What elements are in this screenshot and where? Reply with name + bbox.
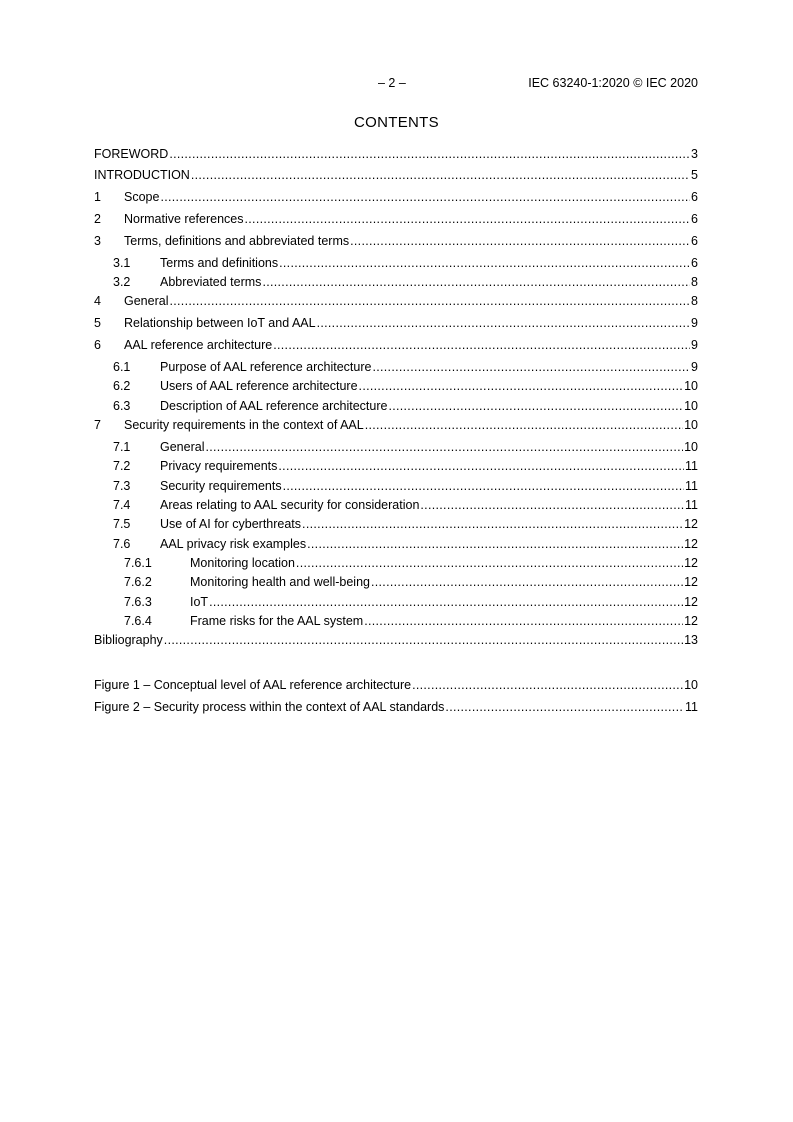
toc-entry-number: 1 [94, 190, 101, 204]
toc-entry[interactable] [124, 555, 698, 571]
toc-entry-page: 12 [684, 614, 698, 628]
toc-entry-number: 7.6.2 [124, 575, 152, 589]
leader-dots [302, 516, 683, 532]
leader-dots [205, 439, 683, 455]
leader-dots [283, 478, 684, 494]
toc-entry-page: 8 [691, 294, 698, 308]
toc-entry-page: 8 [691, 275, 698, 289]
toc-entry[interactable] [113, 536, 698, 552]
toc-entry-number: 3.1 [113, 256, 131, 270]
toc-entry-label: Relationship between IoT and AAL [124, 316, 316, 330]
toc-entry-number: 5 [94, 316, 101, 330]
leader-dots [372, 359, 690, 375]
toc-entry-label: FOREWORD [94, 147, 169, 161]
toc-entry[interactable] [94, 293, 698, 309]
toc-entry-number: 7.6 [113, 537, 131, 551]
toc-entry-page: 12 [684, 575, 698, 589]
toc-entry-page: 12 [684, 517, 698, 531]
toc-entry[interactable] [94, 315, 698, 331]
toc-entry-page: 6 [691, 234, 698, 248]
toc-entry-page: 6 [691, 256, 698, 270]
toc-entry-page: 6 [691, 190, 698, 204]
toc-entry-page: 5 [691, 168, 698, 182]
toc-entry-label: Privacy requirements [160, 459, 278, 473]
toc-entry[interactable] [94, 417, 698, 433]
leader-dots [169, 293, 690, 309]
toc-entry-number: 2 [94, 212, 101, 226]
toc-entry[interactable] [94, 211, 698, 227]
leader-dots [164, 632, 683, 648]
leader-dots [279, 255, 690, 271]
toc-entry[interactable] [113, 458, 698, 474]
figure-entry-page: 10 [684, 678, 698, 692]
toc-entry-label: Security requirements [160, 479, 282, 493]
leader-dots [273, 337, 690, 353]
toc-entry-label: Security requirements in the context of AAL [124, 418, 364, 432]
toc-entry-page: 12 [684, 556, 698, 570]
document-reference: IEC 63240-1:2020 © IEC 2020 [528, 76, 698, 90]
leader-dots [359, 378, 684, 394]
toc-entry-label: AAL privacy risk examples [160, 537, 307, 551]
leader-dots [388, 398, 683, 414]
toc-entry[interactable] [113, 378, 698, 394]
toc-entry-number: 7.1 [113, 440, 131, 454]
toc-entry-page: 11 [685, 498, 698, 512]
figure-entry-label: Figure 2 – Security process within the context of AAL standards [94, 700, 445, 714]
toc-entry-label: INTRODUCTION [94, 168, 190, 182]
toc-entry[interactable] [124, 594, 698, 610]
toc-entry[interactable] [94, 189, 698, 205]
figure-entry-label: Figure 1 – Conceptual level of AAL reference architecture [94, 678, 412, 692]
toc-entry[interactable] [113, 255, 698, 271]
leader-dots [278, 458, 684, 474]
toc-entry-number: 7.6.4 [124, 614, 152, 628]
toc-entry-label: Terms, definitions and abbreviated terms [124, 234, 350, 248]
toc-entry[interactable] [113, 359, 698, 375]
toc-entry-label: Purpose of AAL reference architecture [160, 360, 372, 374]
toc-entry-number: 7.4 [113, 498, 131, 512]
toc-entry-label: Monitoring location [190, 556, 295, 570]
toc-entry-number: 6.2 [113, 379, 131, 393]
leader-dots [296, 555, 683, 571]
leader-dots [371, 574, 683, 590]
contents-title: CONTENTS [354, 114, 439, 131]
leader-dots [364, 613, 683, 629]
toc-entry-page: 9 [691, 316, 698, 330]
toc-entry-number: 7.5 [113, 517, 131, 531]
toc-entry[interactable] [94, 632, 698, 648]
toc-entry-number: 7.6.1 [124, 556, 152, 570]
page-number: – 2 – [378, 76, 406, 90]
toc-entry-label: Frame risks for the AAL system [190, 614, 364, 628]
toc-entry-page: 3 [691, 147, 698, 161]
toc-entry[interactable] [94, 146, 698, 162]
toc-entry-number: 6.1 [113, 360, 131, 374]
toc-entry-page: 9 [691, 360, 698, 374]
toc-entry-label: Terms and definitions [160, 256, 279, 270]
figure-entry-page: 11 [685, 700, 698, 714]
leader-dots [365, 417, 683, 433]
leader-dots [350, 233, 690, 249]
toc-entry-label: Use of AI for cyberthreats [160, 517, 302, 531]
toc-entry-label: Scope [124, 190, 160, 204]
leader-dots [262, 274, 690, 290]
toc-entry-page: 10 [684, 418, 698, 432]
toc-entry[interactable] [124, 613, 698, 629]
toc-entry-label: Normative references [124, 212, 244, 226]
toc-entry-label: Description of AAL reference architecture [160, 399, 388, 413]
toc-entry[interactable] [113, 497, 698, 513]
toc-entry-number: 6.3 [113, 399, 131, 413]
leader-dots [445, 699, 684, 715]
toc-entry[interactable] [124, 574, 698, 590]
toc-entry-label: Users of AAL reference architecture [160, 379, 358, 393]
toc-entry-page: 6 [691, 212, 698, 226]
toc-entry-page: 12 [684, 537, 698, 551]
leader-dots [160, 189, 690, 205]
toc-entry-page: 11 [685, 459, 698, 473]
toc-entry-label: General [124, 294, 169, 308]
toc-entry-label: IoT [190, 595, 209, 609]
figure-entry[interactable] [94, 677, 698, 693]
toc-entry-page: 10 [684, 379, 698, 393]
leader-dots [191, 167, 690, 183]
toc-entry-page: 12 [684, 595, 698, 609]
toc-entry-page: 11 [685, 479, 698, 493]
toc-entry-number: 6 [94, 338, 101, 352]
toc-entry-label: Bibliography [94, 633, 163, 647]
leader-dots [169, 146, 690, 162]
toc-entry-number: 7.6.3 [124, 595, 152, 609]
toc-entry[interactable] [113, 516, 698, 532]
toc-entry-number: 3.2 [113, 275, 131, 289]
toc-entry[interactable] [113, 398, 698, 414]
toc-entry-number: 3 [94, 234, 101, 248]
toc-entry-label: General [160, 440, 205, 454]
toc-entry-number: 4 [94, 294, 101, 308]
toc-entry-page: 13 [684, 633, 698, 647]
toc-entry-number: 7 [94, 418, 101, 432]
toc-entry[interactable] [94, 167, 698, 183]
leader-dots [420, 497, 684, 513]
toc-entry-page: 10 [684, 440, 698, 454]
toc-entry-page: 10 [684, 399, 698, 413]
toc-entry-page: 9 [691, 338, 698, 352]
leader-dots [307, 536, 683, 552]
toc-entry-label: Abbreviated terms [160, 275, 262, 289]
leader-dots [209, 594, 683, 610]
toc-entry[interactable] [94, 233, 698, 249]
leader-dots [317, 315, 690, 331]
toc-entry-number: 7.3 [113, 479, 131, 493]
page-header [94, 76, 698, 92]
toc-entry[interactable] [94, 337, 698, 353]
toc-entry[interactable] [113, 274, 698, 290]
toc-entry-label: AAL reference architecture [124, 338, 273, 352]
toc-entry-label: Areas relating to AAL security for consideration [160, 498, 420, 512]
toc-entry-number: 7.2 [113, 459, 131, 473]
leader-dots [245, 211, 691, 227]
toc-entry[interactable] [113, 478, 698, 494]
leader-dots [412, 677, 683, 693]
toc-entry-label: Monitoring health and well-being [190, 575, 370, 589]
figure-entry[interactable] [94, 699, 698, 715]
toc-entry[interactable] [113, 439, 698, 455]
